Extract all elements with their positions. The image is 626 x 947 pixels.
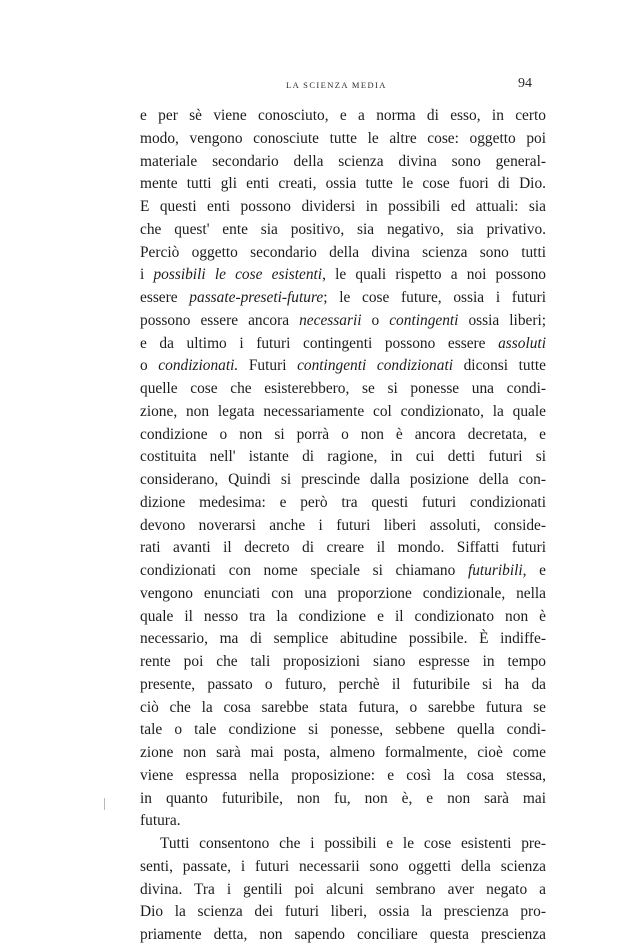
text-line: [140, 469, 546, 492]
text-segment: Futuri: [238, 357, 298, 375]
running-title: LA SCIENZA MEDIA: [286, 80, 387, 90]
text-segment: e per sè viene conosciuto, e a norma di esso, in certo: [140, 107, 546, 124]
text-segment: che quest' ente sia positivo, sia negativo, sia privativo.: [140, 220, 546, 238]
text-segment: Dio la scienza dei futuri liberi, ossia la prescienza pro-: [140, 903, 546, 921]
text-line: [140, 765, 546, 788]
italic-term: contingenti condizionati: [297, 357, 453, 375]
body-text: [140, 105, 546, 947]
text-segment: i: [140, 266, 154, 284]
text-segment: materiale secondario della scienza divina sono general-: [140, 152, 546, 170]
text-line: [140, 583, 546, 606]
text-line: [140, 924, 546, 947]
text-segment: possono essere ancora: [140, 311, 300, 329]
text-segment: e da ultimo i futuri contingenti possono essere: [140, 334, 499, 352]
text-line: [140, 719, 546, 742]
text-segment: essere: [140, 289, 190, 306]
text-segment: tale o tale condizione si ponesse, sebbene quella condi-: [140, 721, 546, 739]
text-line: [140, 742, 546, 765]
text-segment: dizione medesima: e però tra questi futuri condizionati: [140, 493, 546, 511]
text-line: [140, 856, 546, 879]
italic-term: assoluti: [498, 334, 546, 352]
text-line: [140, 651, 546, 674]
text-line: [140, 560, 546, 583]
text-segment: quale il nesso tra la condizione e il condizionato non è: [140, 607, 546, 625]
text-line: [140, 378, 546, 401]
italic-term: possibili le cose esistenti: [153, 266, 323, 284]
text-segment: e: [526, 562, 546, 579]
running-header: [0, 78, 626, 98]
text-segment: diconsi tutte: [453, 357, 546, 375]
italic-term: contingenti: [389, 311, 459, 329]
text-segment: o: [361, 311, 390, 329]
text-line: [140, 674, 546, 697]
text-line: [140, 901, 546, 924]
text-line: [140, 833, 546, 856]
text-line: [140, 151, 546, 174]
text-line: [140, 628, 546, 651]
text-line: [140, 310, 546, 333]
text-line: [140, 355, 546, 378]
text-segment: Perciò oggetto secondario della divina scienza sono tutti: [140, 243, 546, 261]
margin-mark: [104, 798, 105, 810]
text-segment: , le quali rispetto a noi possono: [322, 266, 547, 284]
text-line: [140, 219, 546, 242]
text-segment: ossia liberi;: [458, 311, 547, 329]
text-segment: rati avanti il decreto di creare il mondo. Siffatti futuri: [140, 539, 546, 557]
text-line: [140, 697, 546, 720]
italic-term: necessarii: [299, 311, 362, 329]
text-segment: futura.: [140, 812, 181, 830]
text-line: [140, 424, 546, 447]
text-line: [140, 105, 546, 128]
text-line: [140, 173, 546, 196]
text-line: [140, 401, 546, 424]
text-line: [140, 810, 546, 833]
text-segment: in quanto futuribile, non fu, non è, e non sarà mai: [140, 789, 546, 807]
text-line: [140, 537, 546, 560]
text-segment: mente tutti gli enti creati, ossia tutte le cose fuori di Dio.: [140, 175, 546, 193]
text-segment: quelle cose che esisterebbero, se si ponesse una condi-: [140, 380, 546, 397]
text-segment: zione, non legata necessariamente col condizionato, la quale: [140, 402, 546, 420]
text-segment: modo, vengono conosciute tutte le altre cose: oggetto poi: [140, 129, 546, 147]
text-line: [140, 196, 546, 219]
text-segment: priamente detta, non sapendo conciliare questa prescienza: [140, 926, 546, 943]
italic-term: condizionati.: [158, 357, 239, 375]
text-line: [140, 128, 546, 151]
italic-term: futuribili,: [467, 562, 527, 579]
text-line: [140, 287, 546, 310]
text-line: [140, 788, 546, 811]
text-segment: Tutti consentono che i possibili e le cose esistenti pre-: [160, 835, 546, 852]
text-segment: senti, passate, i futuri necessarii sono oggetti della scienza: [140, 857, 546, 875]
text-line: [140, 515, 546, 538]
text-segment: zione non sarà mai posta, almeno formalmente, cioè come: [140, 744, 546, 761]
text-segment: E questi enti possono dividersi in possibili ed attuali: sia: [140, 198, 546, 215]
text-line: [140, 606, 546, 629]
text-line: [140, 242, 546, 265]
text-line: [140, 264, 546, 287]
italic-term: passate-preseti-future: [189, 289, 324, 306]
text-segment: devono noverarsi anche i futuri liberi assoluti, conside-: [140, 516, 546, 534]
text-segment: condizione o non si porrà o non è ancora decretata, e: [140, 425, 546, 443]
text-segment: necessario, ma di semplice abitudine possibile. È indiffe-: [140, 630, 546, 648]
text-line: [140, 492, 546, 515]
text-segment: ; le cose future, ossia i futuri: [323, 289, 546, 306]
text-segment: rente poi che tali proposizioni siano espresse in tempo: [140, 653, 546, 670]
text-line: [140, 333, 546, 356]
text-segment: ciò che la cosa sarebbe stata futura, o sarebbe futura se: [140, 698, 546, 716]
text-segment: presente, passato o futuro, perchè il futuribile si ha da: [140, 675, 546, 693]
text-segment: vengono enunciati con una proporzione condizionale, nella: [140, 584, 546, 602]
page-number: 94: [518, 76, 532, 91]
text-segment: viene espressa nella proposizione: e così la cosa stessa,: [140, 766, 546, 784]
text-line: [140, 879, 546, 902]
text-segment: condizionati con nome speciale si chiamano: [140, 562, 468, 579]
text-line: [140, 446, 546, 469]
text-segment: divina. Tra i gentili poi alcuni sembrano aver negato a: [140, 880, 546, 898]
text-segment: o: [140, 357, 159, 375]
text-segment: costituita nell' istante di ragione, in cui detti futuri si: [140, 448, 546, 466]
text-segment: considerano, Quindi si prescinde dalla posizione della con-: [140, 471, 546, 488]
